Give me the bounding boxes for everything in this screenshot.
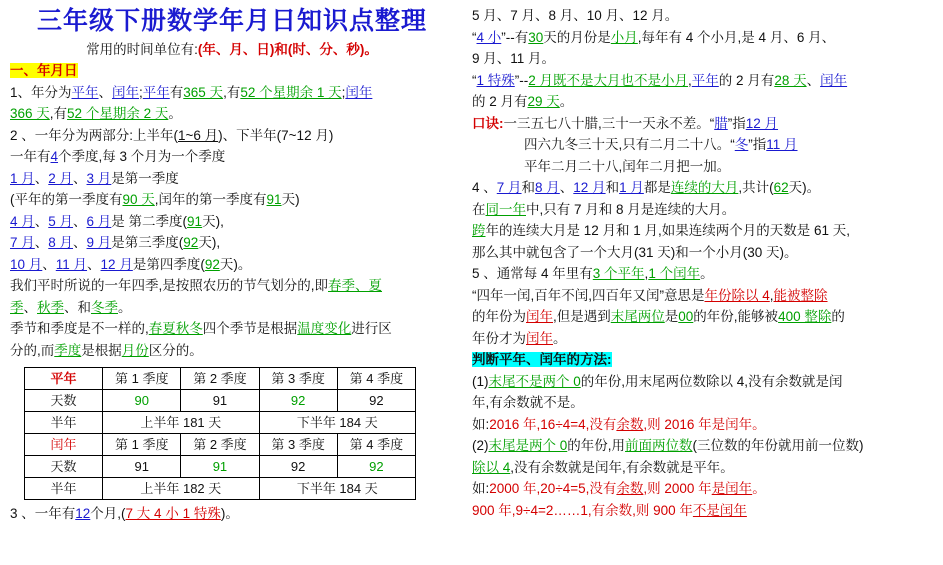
t-r5b: 29 天 xyxy=(527,94,560,110)
t-l1g: 有 xyxy=(169,84,184,100)
quarters-table-body xyxy=(25,368,416,500)
cell xyxy=(337,368,415,390)
t-r9i: 都是 xyxy=(643,180,671,196)
cell-text: 第 1 季度 xyxy=(114,436,169,452)
subtitle-prefix: 常用的时间单位有: xyxy=(86,41,198,57)
t-l9h: 。 xyxy=(118,299,132,315)
r-line-13 xyxy=(472,264,935,285)
para-7 xyxy=(10,233,454,254)
table-row xyxy=(25,368,416,390)
t-r9m: 天)。 xyxy=(788,180,821,196)
t-r4j: 闰年 xyxy=(820,72,848,88)
cell-text: 天数 xyxy=(50,392,77,408)
cell xyxy=(259,368,337,390)
t-l3b: 4 xyxy=(50,149,59,165)
t-r22b: ,没有余数就是闰年,有余数就是平年。 xyxy=(510,459,734,475)
t-r23b: 2000 年,20÷4=5,没有 xyxy=(489,481,617,497)
cell-text: 第 3 季度 xyxy=(271,436,325,452)
t-r16c: 。 xyxy=(553,330,567,346)
t-l1l: 闰年 xyxy=(345,84,373,100)
t-r6d: ”指 xyxy=(727,115,746,131)
r-line-4 xyxy=(472,71,935,92)
r-line-16 xyxy=(472,329,935,350)
cell-text: 第 3 季度 xyxy=(271,370,325,386)
r-line-19 xyxy=(472,393,935,414)
r-line-12 xyxy=(472,243,935,264)
cell xyxy=(103,368,181,390)
t-l5e: 天) xyxy=(281,192,300,208)
t-r23e: 是闰年 xyxy=(711,481,753,497)
t-r2e: 天的月份是 xyxy=(543,29,611,45)
t-l7g: 92 xyxy=(183,235,199,251)
t-r4h: 28 天 xyxy=(774,72,807,88)
table-row xyxy=(25,412,416,434)
t-r20d: ,则 2016 年是闰年。 xyxy=(643,416,766,432)
t-r14b: 年份除以 4 xyxy=(704,287,770,303)
para-1-cont xyxy=(10,104,454,125)
t-l1n: 366 天 xyxy=(10,106,50,122)
t-l6a: 4 月 xyxy=(10,213,35,229)
cell-text: 半年 xyxy=(50,480,77,496)
t-l7f: 是第三季度( xyxy=(111,235,184,251)
t-r7b: 冬 xyxy=(734,137,749,153)
t-l6d: 、 xyxy=(73,213,87,229)
t-r2f: 小月 xyxy=(610,29,638,45)
t-l9a: 我们平时所说的一年四季,是按照农历的节气划分的,即 xyxy=(10,278,329,294)
t-l6c: 5 月 xyxy=(48,213,74,229)
page-title: 三年级下册数学年月日知识点整理 xyxy=(36,7,427,35)
t-l12c: 个月,( xyxy=(90,506,126,522)
t-r24b: …… xyxy=(553,502,581,518)
t-l12e: )。 xyxy=(220,506,239,522)
table-row xyxy=(25,456,416,478)
t-l11a: 分的,而 xyxy=(10,342,55,358)
r-line-15 xyxy=(472,307,935,328)
t-l1e: ; xyxy=(139,84,143,100)
t-l2c: )、下半年(7~12 月) xyxy=(218,127,334,143)
t-l4b: 、 xyxy=(34,170,49,186)
quarters-table xyxy=(24,367,416,500)
t-r15f: 00 xyxy=(678,309,694,325)
t-l2b: 1~6 月 xyxy=(178,127,219,143)
t-r9e: 、 xyxy=(559,180,574,196)
t-r11b: 年的连续大月是 12 月和 1 月,如果连续两个月的天数是 61 天, xyxy=(485,223,851,239)
table-row xyxy=(25,390,416,412)
cell-text: 92 xyxy=(290,458,306,474)
r-line-21 xyxy=(472,436,935,457)
cell xyxy=(181,390,259,412)
cell xyxy=(103,478,259,500)
cell-text: 平年 xyxy=(50,370,77,386)
t-l1q: 。 xyxy=(168,106,182,122)
t-r4a: “ xyxy=(472,72,477,88)
cell xyxy=(25,390,103,412)
cell-text: 第 1 季度 xyxy=(114,370,169,386)
r-line-11 xyxy=(472,221,935,242)
t-r4i: 、 xyxy=(806,72,821,88)
cell xyxy=(259,478,415,500)
t-l5b: 90 天 xyxy=(122,192,155,208)
t-r4b: 1 特殊 xyxy=(476,72,515,88)
table-row xyxy=(25,434,416,456)
t-l4c: 2 月 xyxy=(48,170,74,186)
subtitle-line xyxy=(10,40,454,61)
t-r5a: 的 2 月有 xyxy=(472,94,528,110)
t-r15i: 的 xyxy=(831,309,845,325)
r-line-23 xyxy=(472,479,935,500)
t-r23a: 如: xyxy=(472,481,490,497)
t-r9g: 和 xyxy=(605,180,620,196)
t-r24c: 1,有余数,则 900 年 xyxy=(580,502,693,518)
t-l8c: 11 月 xyxy=(55,256,88,272)
t-r21e: (三位数的年份就用前一位数) xyxy=(692,438,864,454)
r-line-1 xyxy=(472,6,935,27)
t-r4d: 2 月既不是大月也不是小月 xyxy=(528,72,689,88)
t-r12: 那么其中就包含了一个大月(31 天)和一个小月(30 天)。 xyxy=(472,244,798,260)
cell-text: 92 xyxy=(369,458,384,474)
r-line-6 xyxy=(472,114,935,135)
para-8 xyxy=(10,255,454,276)
t-r9h: 1 月 xyxy=(619,180,644,196)
t-l2a: 2 、一年分为两部分:上半年( xyxy=(10,127,179,143)
t-r9f: 12 月 xyxy=(573,180,606,196)
t-l3c: 个季度,每 3 个月为一个季度 xyxy=(58,149,226,165)
r-line-3 xyxy=(472,49,935,70)
t-l8a: 10 月 xyxy=(10,256,43,272)
t-l11c: 是根据 xyxy=(81,342,122,358)
t-r4c: ”-- xyxy=(514,72,529,88)
t-r10c: 中,只有 7 月和 8 月是连续的大月。 xyxy=(526,201,736,217)
t-r4g: 的 2 月有 xyxy=(718,72,775,88)
t-r9j: 连续的大月 xyxy=(670,180,739,196)
t-r20b: 2016 年,16÷4=4,没有 xyxy=(489,416,617,432)
cell xyxy=(25,412,103,434)
cell xyxy=(25,478,103,500)
t-l6b: 、 xyxy=(34,213,49,229)
cell xyxy=(181,456,259,478)
cell-text: 下半年 184 天 xyxy=(296,480,378,496)
t-r21d: 前面两位数 xyxy=(625,438,693,454)
t-l8b: 、 xyxy=(42,256,56,272)
t-r23d: ,则 2000 年 xyxy=(643,481,712,497)
t-l7e: 9 月 xyxy=(86,235,112,251)
r-line-17 xyxy=(472,350,935,371)
t-l6h: 天), xyxy=(202,213,224,229)
t-r8: 平年二月二十八,闰年二月把一加。 xyxy=(524,158,731,174)
t-r2b: 4 小 xyxy=(476,29,502,45)
method-heading: 判断平年、闰年的方法: xyxy=(472,352,612,368)
cell-text: 第 4 季度 xyxy=(349,436,404,452)
r-line-24 xyxy=(472,501,935,522)
t-l3a: 一年有 xyxy=(10,149,51,165)
t-l5d: 91 xyxy=(266,192,282,208)
cell xyxy=(181,434,259,456)
t-l4e: 3 月 xyxy=(86,170,112,186)
t-r24d: 不是闰年 xyxy=(692,502,747,518)
t-r18a: (1) xyxy=(472,373,489,389)
t-r15b: 闰年 xyxy=(526,309,553,325)
t-l1c: 、 xyxy=(98,84,113,100)
t-l10c: 四个季节是根据 xyxy=(202,321,298,337)
t-l9b: 春季、夏 xyxy=(328,278,383,294)
para-5 xyxy=(10,190,454,211)
cell-text: 半年 xyxy=(50,414,77,430)
cell xyxy=(337,456,415,478)
t-r9c: 和 xyxy=(521,180,536,196)
r-line-14 xyxy=(472,286,935,307)
subtitle-red: (年、月、日)和(时、分、秒)。 xyxy=(197,41,378,57)
t-r14c: , xyxy=(769,287,774,303)
t-l1o: ,有 xyxy=(49,106,68,122)
t-l8g: 92 xyxy=(204,256,220,272)
t-r3: 9 月、11 月。 xyxy=(472,51,556,67)
t-r9a: 4 、 xyxy=(472,180,497,196)
cell-text: 91 xyxy=(212,392,228,408)
t-r16a: 年份才为 xyxy=(472,330,526,346)
t-l8e: 12 月 xyxy=(100,256,133,272)
cell-text: 第 2 季度 xyxy=(193,436,247,452)
t-l1d: 闰年 xyxy=(112,84,140,100)
t-r20a: 如: xyxy=(472,416,490,432)
t-r6e: 12 月 xyxy=(745,115,779,131)
t-r22a: 除以 4 xyxy=(472,459,511,475)
t-l10a: 季节和季度是不一样的, xyxy=(10,321,149,337)
t-l1f: 平年 xyxy=(142,84,170,100)
para-9 xyxy=(10,276,454,297)
t-r15d: 末尾两位 xyxy=(610,309,665,325)
para-2 xyxy=(10,126,454,147)
t-l1a: 1、年分为 xyxy=(10,84,72,100)
para-11 xyxy=(10,341,454,362)
t-l7a: 7 月 xyxy=(10,235,35,251)
cell-text: 天数 xyxy=(50,458,77,474)
t-r7c: ”指 xyxy=(748,137,767,153)
t-l9c: 季 xyxy=(10,299,24,315)
t-r2g: ,每年有 4 个小月,是 4 月、6 月、 xyxy=(637,29,836,45)
t-r13a: 5 、通常每 4 年里有 xyxy=(472,266,593,282)
t-r11a: 跨 xyxy=(472,223,486,239)
t-r20c: 余数 xyxy=(616,416,644,432)
cell-text: 第 4 季度 xyxy=(349,370,404,386)
t-r21b: 末尾是两个 0 xyxy=(488,438,568,454)
r-line-10 xyxy=(472,200,935,221)
t-l12b: 12 xyxy=(75,506,91,522)
cell-text: 92 xyxy=(290,392,306,408)
cell xyxy=(259,456,337,478)
right-column xyxy=(460,0,943,565)
t-r21c: 的年份,用 xyxy=(567,438,626,454)
r-line-22 xyxy=(472,458,935,479)
t-l12a: 3 、一年有 xyxy=(10,506,76,522)
t-l7d: 、 xyxy=(73,235,87,251)
t-l11e: 区分的。 xyxy=(148,342,203,358)
t-r2a: “ xyxy=(472,29,477,45)
t-l6f: 是 第二季度( xyxy=(111,213,188,229)
para-4 xyxy=(10,169,454,190)
t-r2c: ”--有 xyxy=(501,29,529,45)
cell xyxy=(181,368,259,390)
t-r15e: 是 xyxy=(664,309,679,325)
t-l9g: 冬季 xyxy=(91,299,118,315)
cell xyxy=(103,390,181,412)
cell xyxy=(103,412,259,434)
t-l6g: 91 xyxy=(187,213,203,229)
t-r6a: 口诀: xyxy=(472,115,504,131)
cell-text: 91 xyxy=(212,458,228,474)
t-r9d: 8 月 xyxy=(535,180,560,196)
t-l7h: 天), xyxy=(198,235,221,251)
t-r7a: 四六九冬三十天,只有二月二十八。“ xyxy=(524,137,735,153)
t-r21a: (2) xyxy=(472,438,489,454)
t-r15c: ,但是遇到 xyxy=(553,309,611,325)
t-l10b: 春夏秋冬 xyxy=(148,321,203,337)
r-line-9 xyxy=(472,178,935,199)
t-r23c: 余数 xyxy=(616,481,644,497)
t-l8f: 是第四季度( xyxy=(132,256,205,272)
t-r19: 年,有余数就不是。 xyxy=(472,395,584,411)
left-column xyxy=(0,0,460,565)
cell xyxy=(25,368,103,390)
cell xyxy=(25,456,103,478)
cell-text: 第 2 季度 xyxy=(193,370,247,386)
cell-text: 91 xyxy=(134,458,149,474)
t-l1j: 52 个星期余 1 天 xyxy=(240,84,342,100)
t-l6e: 6 月 xyxy=(86,213,112,229)
cell xyxy=(259,412,415,434)
t-r9b: 7 月 xyxy=(496,180,522,196)
t-l7c: 8 月 xyxy=(48,235,74,251)
r-line-7 xyxy=(472,135,935,156)
t-r6b: 一三五七八十腊,三十一天永不差。“ xyxy=(503,115,715,131)
t-r6c: 腊 xyxy=(714,115,728,131)
t-r15a: 的年份为 xyxy=(472,309,526,325)
para-3 xyxy=(10,147,454,168)
para-10 xyxy=(10,319,454,340)
t-r7d: 11 月 xyxy=(766,137,798,153)
cell xyxy=(259,434,337,456)
cell xyxy=(337,390,415,412)
t-r10b: 同一年 xyxy=(485,201,526,217)
cell xyxy=(25,434,103,456)
t-l10e: 进行区 xyxy=(351,321,392,337)
t-l11d: 月份 xyxy=(121,342,149,358)
r-line-18 xyxy=(472,372,935,393)
t-r15h: 400 整除 xyxy=(778,309,832,325)
cell-text: 90 xyxy=(134,392,149,408)
t-r24a: 900 年,9÷4=2 xyxy=(472,502,554,518)
t-l12d: 7 大 4 小 1 特殊 xyxy=(125,506,221,522)
t-l1k: ; xyxy=(341,84,346,100)
t-r13b: 3 个平年 xyxy=(592,266,645,282)
r-line-8 xyxy=(472,157,935,178)
section1-label: 一、年月日 xyxy=(10,63,78,79)
cell-text: 闰年 xyxy=(50,436,77,452)
t-l8d: 、 xyxy=(87,256,101,272)
cell-text: 上半年 182 天 xyxy=(140,480,222,496)
t-l4a: 1 月 xyxy=(10,170,35,186)
t-l9e: 秋季 xyxy=(37,299,64,315)
t-l5a: (平年的第一季度有 xyxy=(10,192,123,208)
t-r14d: 能被整除 xyxy=(773,287,828,303)
r-line-5 xyxy=(472,92,935,113)
t-r4f: 平年 xyxy=(691,72,719,88)
t-l11b: 季度 xyxy=(54,342,82,358)
cell-text: 下半年 184 天 xyxy=(296,414,378,430)
para-1 xyxy=(10,83,454,104)
para-12 xyxy=(10,504,454,525)
t-r5c: 。 xyxy=(559,94,574,110)
cell-text: 92 xyxy=(369,392,384,408)
t-r2d: 30 xyxy=(528,29,544,45)
t-l1i: ,有 xyxy=(223,84,241,100)
cell xyxy=(259,390,337,412)
cell xyxy=(337,434,415,456)
t-r9k: ,共计( xyxy=(738,180,774,196)
r-line-20 xyxy=(472,415,935,436)
para-9-cont xyxy=(10,298,454,319)
t-l7b: 、 xyxy=(34,235,49,251)
t-r18b: 末尾不是两个 0 xyxy=(488,373,581,389)
t-l1b: 平年 xyxy=(71,84,99,100)
cell xyxy=(103,456,181,478)
t-r13c: , xyxy=(644,266,649,282)
t-l4f: 是第一季度 xyxy=(111,170,179,186)
t-r14a: “四年一闰,百年不闰,四百年又闰”意思是 xyxy=(472,287,705,303)
t-r13d: 1 个闰年 xyxy=(648,266,701,282)
t-l1p: 52 个星期余 2 天 xyxy=(67,106,169,122)
t-r15g: 的年份,能够被 xyxy=(693,309,779,325)
cell-text: 上半年 181 天 xyxy=(140,414,222,430)
para-6 xyxy=(10,212,454,233)
t-r16b: 闰年 xyxy=(526,330,553,346)
t-r18c: 的年份,用末尾两位数除以 4,没有余数就是闰 xyxy=(580,373,843,389)
t-l4d: 、 xyxy=(73,170,87,186)
table-row xyxy=(25,478,416,500)
t-l5c: ,闰年的第一季度有 xyxy=(154,192,267,208)
section-heading-1 xyxy=(10,61,454,82)
t-r1: 5 月、7 月、8 月、10 月、12 月。 xyxy=(472,8,679,23)
cell xyxy=(103,434,181,456)
t-r23f: 。 xyxy=(752,481,766,497)
t-l8h: 天)。 xyxy=(219,256,252,272)
t-l10d: 温度变化 xyxy=(297,321,352,337)
t-r9l: 62 xyxy=(773,180,789,196)
t-r13e: 。 xyxy=(700,266,714,282)
t-l1h: 365 天 xyxy=(183,84,224,100)
r-line-2 xyxy=(472,28,935,49)
t-l9d: 、 xyxy=(23,299,37,315)
t-l9f: 、和 xyxy=(64,299,91,315)
t-r4e: , xyxy=(688,72,692,88)
t-r10a: 在 xyxy=(472,201,486,217)
